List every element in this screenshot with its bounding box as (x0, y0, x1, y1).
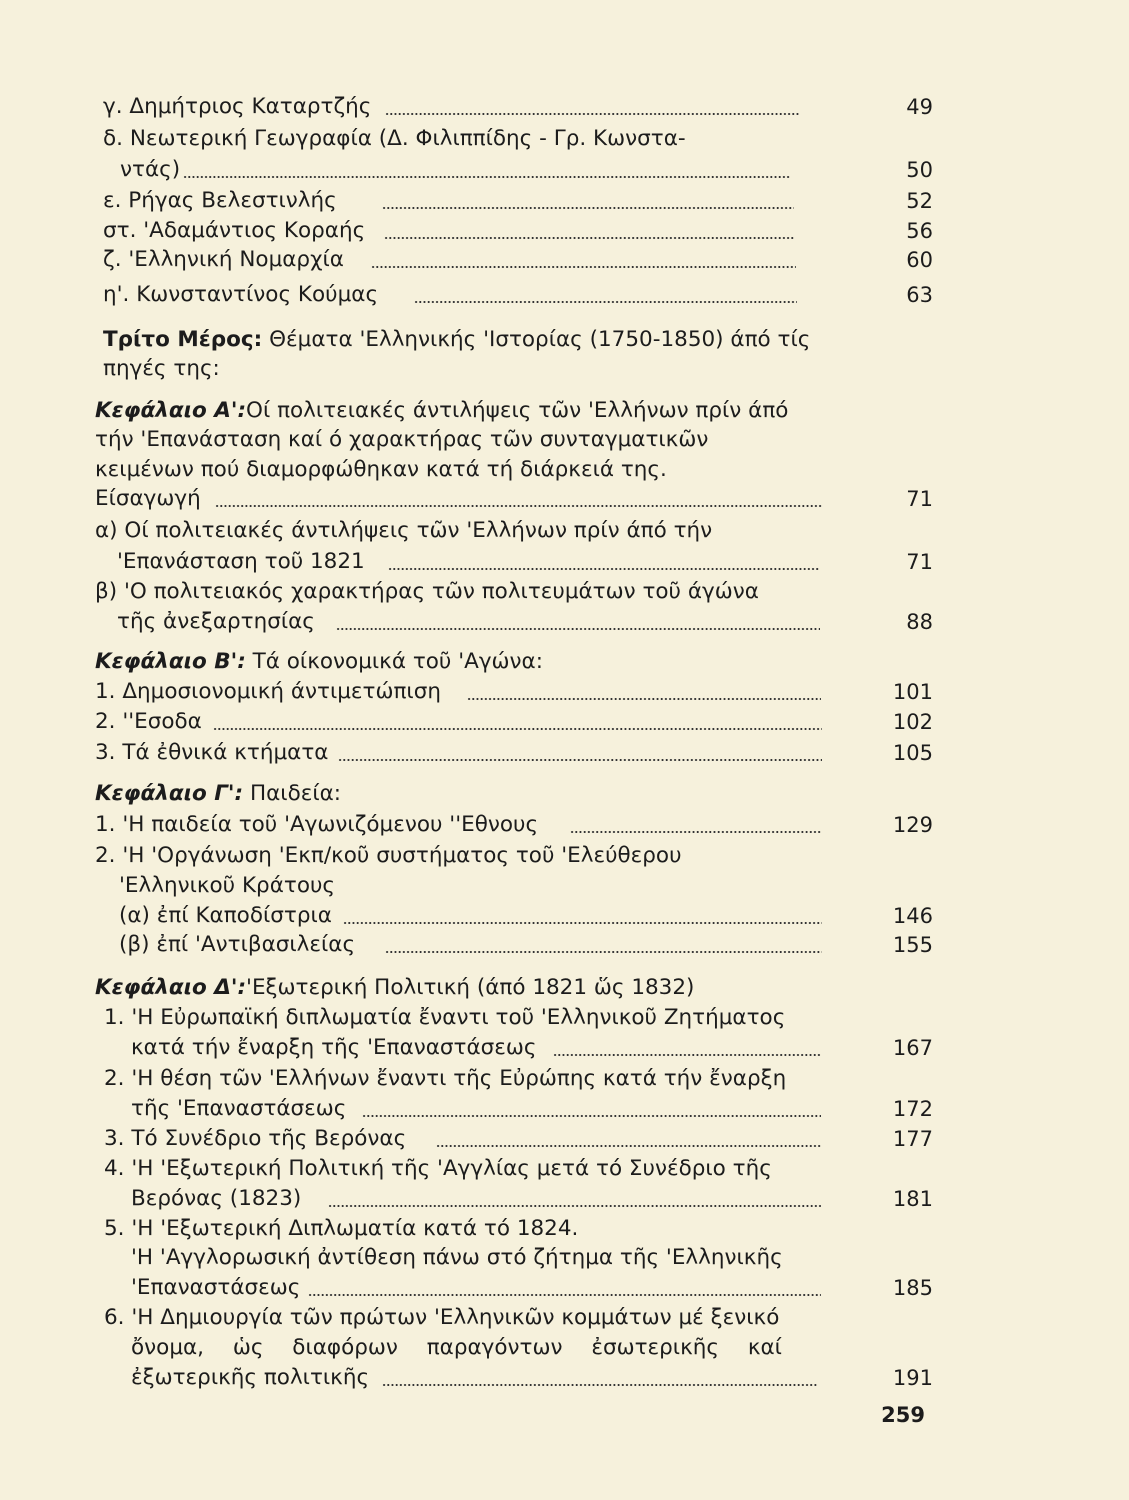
part3-heading-line2 (0, 354, 1129, 384)
toc-entry-c2b (0, 930, 1129, 960)
dot-leader (382, 207, 794, 209)
page-number: 181 (892, 1187, 933, 1211)
entry-label: τῆς 'Επαναστάσεως (131, 1096, 347, 1121)
entry-label: (β) ἐπί 'Αντιβασιλείας (119, 932, 356, 957)
dot-leader (338, 759, 822, 761)
page-number: 63 (906, 283, 933, 307)
dot-leader (384, 237, 794, 239)
entry-label: ε. Ρήγας Βελεστινλής (103, 188, 337, 213)
page-number: 191 (892, 1366, 933, 1390)
chapter-c-heading (0, 779, 1129, 809)
dot-leader (385, 951, 822, 953)
part-title: πηγές της: (103, 356, 220, 381)
entry-label: ἐξωτερικῆς πολιτικῆς (131, 1365, 370, 1390)
entry-label: 5. 'Η 'Εξωτερική Διπλωματία κατά τό 1824. (104, 1216, 579, 1241)
page-number: 177 (892, 1127, 933, 1151)
toc-entry-a-line2 (0, 547, 1129, 577)
toc-entry-d6-line3 (0, 1363, 1129, 1393)
toc-entry-d2-line2 (0, 1094, 1129, 1124)
chapter-label: Κεφάλαιο Δ': (95, 975, 247, 1000)
chapter-a-line3 (0, 455, 1129, 485)
page-number: 146 (892, 904, 933, 928)
chapter-d-heading (0, 973, 1129, 1003)
toc-entry-d1-line2 (0, 1033, 1129, 1063)
page-number: 185 (892, 1276, 933, 1300)
page-number: 60 (906, 248, 933, 272)
toc-entry-g (0, 92, 1129, 122)
chapter-title: Παιδεία: (249, 781, 342, 806)
dot-leader (362, 1115, 821, 1117)
chapter-label: Κεφάλαιο Α': (95, 398, 247, 423)
page-number: 71 (906, 487, 933, 511)
entry-label: ὄνομα, ὡς διαφόρων παραγόντων ἐσωτερικῆς καί (131, 1335, 782, 1360)
page-number: 88 (906, 610, 933, 634)
toc-entry-z (0, 245, 1129, 275)
toc-entry-b-line2 (0, 607, 1129, 637)
entry-label: ζ. 'Ελληνική Νομαρχία (103, 247, 344, 272)
entry-label: 1. Δημοσιονομική άντιμετώπιση (95, 679, 441, 704)
toc-entry-d5-line3 (0, 1273, 1129, 1303)
entry-label: α) Οί πολιτειακές άντιλήψεις τῶν 'Ελλήνων πρίν άπό τήν (95, 518, 713, 543)
dot-leader (215, 505, 823, 507)
toc-entry-intro (0, 484, 1129, 514)
toc-entry-b3 (0, 738, 1129, 768)
chapter-a-heading (0, 396, 1129, 426)
entry-label: 'Η 'Αγγλορωσική ἀντίθεση πάνω στό ζήτημα τῆς 'Ελληνικῆς (131, 1245, 783, 1270)
entry-label: στ. 'Αδαμάντιος Κοραής (103, 218, 366, 243)
dot-leader (336, 628, 820, 630)
entry-label: Βερόνας (1823) (131, 1186, 302, 1211)
dot-leader (436, 1145, 821, 1147)
entry-label: 6. 'Η Δημιουργία τῶν πρώτων 'Ελληνικῶν κομμάτων μέ ξενικό (104, 1305, 780, 1330)
part-title: Θέματα 'Ελληνικής 'Ιστορίας (1750-1850) άπό τίς (269, 327, 811, 352)
toc-entry-c1 (0, 810, 1129, 840)
page-number: 101 (892, 680, 933, 704)
page-number: 49 (906, 95, 933, 119)
dot-leader (382, 1384, 817, 1386)
entry-label: η'. Κωνσταντίνος Κούμας (103, 282, 379, 307)
entry-label: 3. Τό Συνέδριο τῆς Βερόνας (104, 1126, 407, 1151)
page-number: 129 (892, 813, 933, 837)
chapter-b-heading (0, 647, 1129, 677)
page-number: 71 (906, 550, 933, 574)
entry-label: Είσαγωγή (95, 486, 201, 511)
entry-label: 2. 'Η θέση τῶν 'Ελλήνων ἔναντι τῆς Εὐρώπης κατά τήν ἔναρξη (104, 1066, 787, 1091)
entry-label: 'Επανάσταση τοῦ 1821 (117, 549, 365, 574)
folio-page-number: 259 (881, 1403, 925, 1427)
dot-leader (183, 176, 790, 178)
dot-leader (371, 266, 796, 268)
entry-label: ντάς) (120, 157, 181, 182)
toc-entry-d5-line1 (0, 1214, 1129, 1244)
toc-entry-d-line1 (0, 124, 1129, 154)
entry-label: γ. Δημήτριος Καταρτζής (103, 94, 372, 119)
toc-entry-a-line1 (0, 516, 1129, 546)
toc-entry-d6-line2 (0, 1333, 1129, 1363)
entry-label: 1. 'Η Εὐρωπαϊκή διπλωματία ἔναντι τοῦ 'Ελληνικοῦ Ζητήματος (104, 1005, 786, 1030)
toc-entry-h (0, 280, 1129, 310)
chapter-title: Τά οίκονομικά τοῦ 'Αγώνα: (252, 649, 543, 674)
dot-leader (385, 113, 800, 115)
page-number: 167 (892, 1036, 933, 1060)
toc-entry-b2 (0, 707, 1129, 737)
toc-entry-e (0, 186, 1129, 216)
dot-leader (388, 568, 820, 570)
page-number: 155 (892, 933, 933, 957)
page-number: 50 (906, 158, 933, 182)
dot-leader (328, 1205, 821, 1207)
entry-label: β) 'Ο πολιτειακός χαρακτήρας τῶν πολιτευμάτων τοῦ άγώνα (95, 579, 759, 604)
entry-label: 'Ελληνικοῦ Κράτους (119, 873, 336, 898)
page-number: 172 (892, 1097, 933, 1121)
toc-entry-c2a (0, 901, 1129, 931)
dot-leader (553, 1054, 821, 1056)
toc-entry-b1 (0, 677, 1129, 707)
toc-entry-st (0, 216, 1129, 246)
entry-label: κατά τήν ἔναρξη τῆς 'Επαναστάσεως (131, 1035, 537, 1060)
toc-entry-d4-line1 (0, 1154, 1129, 1184)
chapter-title: τήν 'Επανάσταση καί ό χαρακτήρας τῶν συνταγματικῶν (95, 427, 709, 452)
toc-entry-d1-line1 (0, 1003, 1129, 1033)
entry-label: δ. Νεωτερική Γεωγραφία (Δ. Φιλιππίδης - Γρ. Κωνστα- (103, 126, 686, 151)
chapter-title: κειμένων πού διαμορφώθηκαν κατά τή διάρκειά της. (95, 457, 667, 482)
dot-leader (570, 831, 822, 833)
entry-label: (α) ἐπί Καποδίστρια (119, 903, 332, 928)
chapter-label: Κεφάλαιο Γ': (95, 781, 244, 806)
toc-entry-d-line2 (0, 155, 1129, 185)
part3-heading (0, 325, 1129, 355)
toc-entry-d3 (0, 1124, 1129, 1154)
toc-entry-d2-line1 (0, 1064, 1129, 1094)
toc-entry-c2-line2 (0, 871, 1129, 901)
entry-label: τῆς ἀνεξαρτησίας (117, 609, 315, 634)
entry-label: 'Επαναστάσεως (131, 1275, 301, 1300)
chapter-title: 'Εξωτερική Πολιτική (άπό 1821 ὥς 1832) (246, 975, 695, 1000)
page-number: 56 (906, 219, 933, 243)
entry-label: 2. 'Η 'Οργάνωση 'Εκπ/κοῦ συστήματος τοῦ 'Ελεύθερου (95, 843, 682, 868)
toc-entry-c2-line1 (0, 841, 1129, 871)
toc-entry-d4-line2 (0, 1184, 1129, 1214)
page-number: 105 (892, 741, 933, 765)
toc-entry-b-line1 (0, 577, 1129, 607)
entry-label: 3. Τά ἐθνικά κτήματα (95, 740, 329, 765)
dot-leader (467, 698, 821, 700)
toc-entry-d5-line2 (0, 1243, 1129, 1273)
entry-label: 1. 'Η παιδεία τοῦ 'Αγωνιζόμενου ''Εθνους (95, 812, 539, 837)
dot-leader (414, 301, 797, 303)
page-number: 52 (906, 189, 933, 213)
part-label: Τρίτο Μέρος: (103, 327, 263, 352)
toc-entry-d6-line1 (0, 1303, 1129, 1333)
dot-leader (308, 1294, 821, 1296)
entry-label: 2. ''Εσοδα (95, 709, 202, 734)
entry-label: 4. 'Η 'Εξωτερική Πολιτική τῆς 'Αγγλίας μετά τό Συνέδριο τῆς (104, 1156, 772, 1181)
page-number: 102 (892, 710, 933, 734)
chapter-label: Κεφάλαιο Β': (95, 649, 246, 674)
dot-leader (343, 922, 822, 924)
chapter-a-line2 (0, 425, 1129, 455)
chapter-title: Οί πολιτειακές άντιλήψεις τῶν 'Ελλήνων πρίν άπό (246, 398, 789, 423)
dot-leader (213, 728, 822, 730)
